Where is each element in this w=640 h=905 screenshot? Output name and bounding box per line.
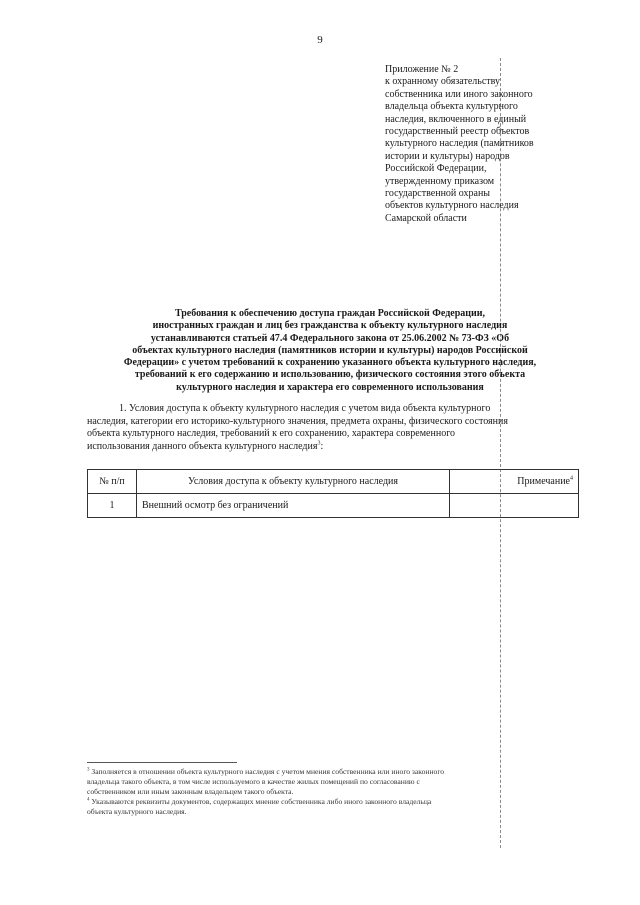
heading-line: культурного наследия и характера его современного использования [176, 381, 484, 393]
appendix-line: государственный реестр объектов [385, 126, 530, 138]
paragraph-end: : [320, 440, 324, 452]
footnote-3-line [87, 767, 577, 777]
heading-line: Требования к обеспечению доступа граждан Российской Федерации, [174, 308, 486, 319]
appendix-line: культурного наследия (памятников [385, 138, 534, 150]
paragraph-line-text: использования данного объекта культурного наследия [87, 440, 318, 452]
footnote-4-marker: 4 [87, 797, 90, 803]
appendix-line: Приложение № 2 [385, 64, 459, 75]
row-number: 1 [88, 494, 137, 518]
access-conditions-table [87, 469, 579, 518]
appendix-line: к охранному обязательству [385, 76, 501, 88]
footnote-ref-4: 4 [570, 475, 573, 482]
footnotes [87, 767, 577, 817]
paragraph-line: 1. Условия доступа к объекту культурного наследия с учетом вида объекта культурного [119, 403, 491, 414]
appendix-line: истории и культуры) народов [385, 150, 510, 162]
appendix-line: собственника или иного законного [385, 88, 533, 100]
appendix-note [385, 64, 605, 225]
access-conditions-paragraph [87, 403, 587, 453]
footnote-divider [87, 762, 237, 763]
appendix-line: государственной охраны [385, 188, 491, 200]
appendix-line: Самарской области [385, 212, 467, 224]
row-conditions: Внешний осмотр без ограничений [137, 494, 450, 518]
footnote-4-text: Указываются реквизиты документов, содержащих мнение собственника либо иного законного владельца [91, 797, 432, 806]
appendix-line: объектов культурного наследия [385, 200, 519, 212]
column-header-note [450, 470, 579, 494]
table-row [88, 494, 579, 518]
row-note [450, 494, 579, 518]
paragraph-line: наследия, категории его историко-культурного значения, предмета охраны, физического состояния [87, 415, 508, 427]
table-header-row [88, 470, 579, 494]
column-header-conditions: Условия доступа к объекту культурного наследия [137, 470, 450, 494]
column-header-number: № п/п [88, 470, 137, 494]
appendix-line: наследия, включенного в единый [385, 113, 527, 125]
footnote-3-line: собственником или иным законным владельцем такого объекта. [87, 787, 294, 796]
footnote-3-text: Заполняется в отношении объекта культурного наследия с учетом мнения собственника или иного законного [91, 767, 445, 776]
footnote-3-line: владельца такого объекта, в том числе используемого в качестве жилых помещений по согласованию с [87, 777, 420, 786]
footnote-4-line [87, 797, 577, 807]
appendix-line: владельца объекта культурного [385, 101, 518, 113]
heading-line: иностранных граждан и лиц без гражданства к объекту культурного наследия [152, 320, 508, 332]
appendix-line: Российской Федерации, [385, 163, 487, 175]
appendix-line: утвержденному приказом [385, 175, 495, 187]
note-header-text: Примечание [517, 476, 570, 487]
document-heading [88, 308, 572, 394]
heading-line: устанавливаются статьей 47.4 Федерального закона от 25.06.2002 № 73-ФЗ «Об [150, 332, 510, 344]
heading-line: объектах культурного наследия (памятников истории и культуры) народов Российской [132, 344, 528, 356]
heading-line: требований к его содержанию и использованию, физического состояния этого объекта [134, 369, 526, 381]
paragraph-line-last [87, 441, 587, 454]
heading-line: Федерации» с учетом требований к сохранению указанного объекта культурного наследия, [123, 357, 537, 369]
footnote-3-marker: 3 [87, 767, 90, 773]
footnote-ref-3: 3 [317, 440, 321, 447]
footnote-4-line: объекта культурного наследия. [87, 807, 187, 816]
paragraph-line: объекта культурного наследия, требований к его сохранению, характера современного [87, 428, 456, 440]
page-number: 9 [317, 34, 323, 46]
